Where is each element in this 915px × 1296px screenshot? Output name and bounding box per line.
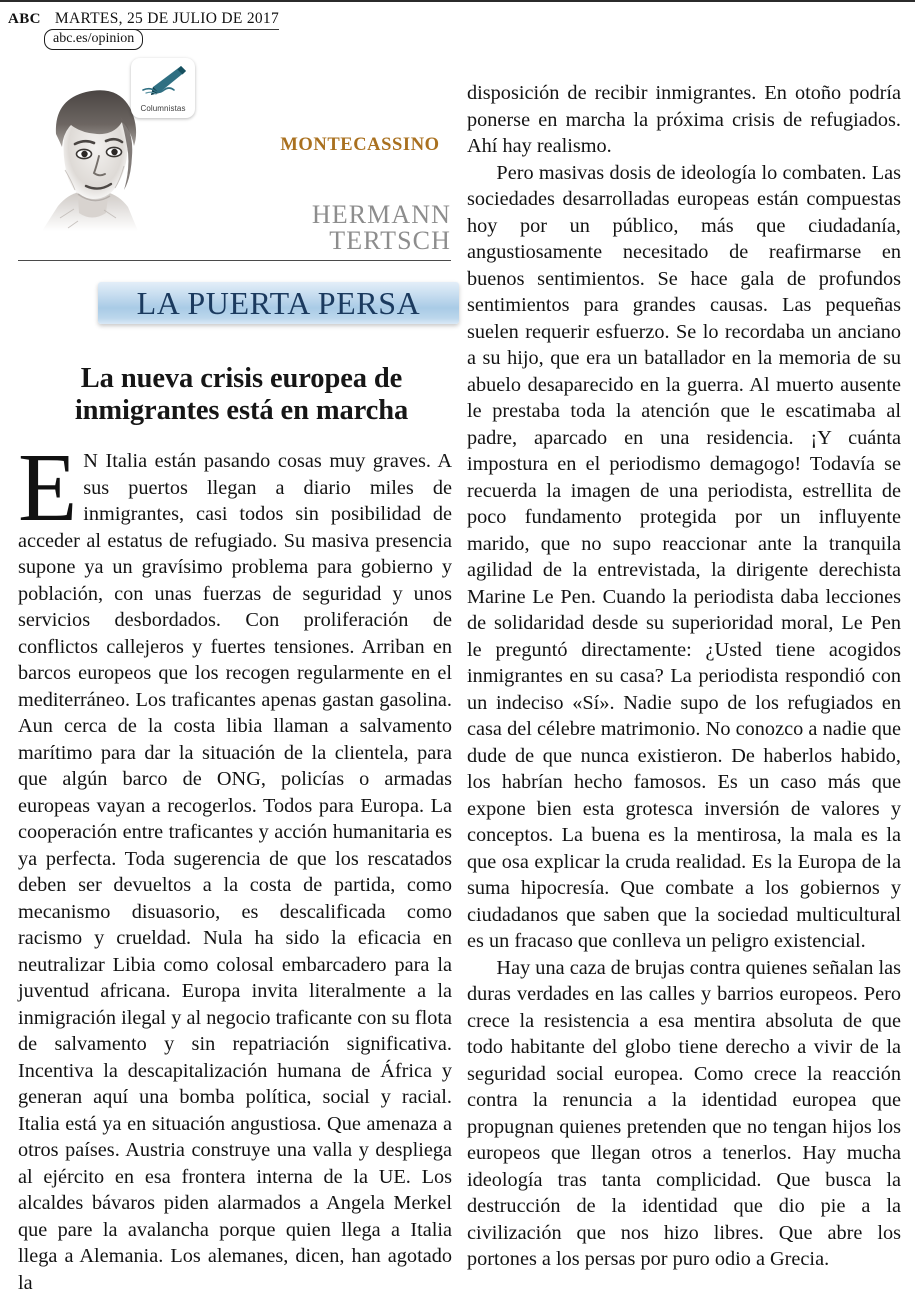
drop-cap: E (18, 434, 78, 541)
author-byline (264, 202, 451, 253)
article-body-right (467, 80, 901, 1270)
columnistas-label: Columnistas (140, 104, 186, 113)
header-divider-rule (18, 260, 451, 261)
paragraph (18, 434, 452, 1296)
paragraph: Hay una caza de brujas contra quienes señalan las duras verdades en las calles y barrios europeos. Pero crece la resistencia a esa mentira absoluta de que todo habitante del globo tiene derecho a vivir de la seguridad social europea. Como crece la reacción contra la renuncia a la identidad europea que propugnan quienes pretenden que no tengan hijos los europeos que llegan otros a tenerlos. Hay mucha ideología tras tanta complicidad. Que busca la destrucción de la identidad que dio pie a la civilización que nos hizo libres. Que abre los portones a los persas por puro odio a Grecia. (467, 956, 901, 1270)
left-column (14, 56, 452, 1294)
newspaper-brand: ABC (8, 11, 41, 27)
column-kicker: MONTECASSINO (280, 135, 440, 155)
article-headline (32, 363, 451, 427)
paragraph: disposición de recibir inmigrantes. En otoño podría ponerse en marcha la próxima crisis de refugiados. Ahí hay realismo. (467, 82, 901, 157)
column-title-banner (98, 282, 459, 324)
column-title-text: LA PUERTA PERSA (136, 285, 421, 321)
paragraph-text: N Italia están pasando cosas muy graves. A sus puertos llegan a diario miles de inmigrantes, casi todos sin posibilidad de acceder al estatus de refugiado. Su masiva presencia supone ya un gravísimo problema para gobierno y población, con unas fuerzas de seguridad y unos servicios desbordados. Con proliferación de conflictos callejeros y fuertes tensiones. Arriban en barcos europeos que los recogen regularmente en el mediterráneo. Los traficantes apenas gastan gasolina. Aun cerca de la costa libia llaman a salvamento marítimo para dar la situación de la clientela, para que algún barco de ONG, policías o armadas europeas vayan a recogerlos. Todos para Europa. La cooperación entre traficantes y acción humanitaria es ya perfecta. Toda sugerencia de que los rescatados deben ser devueltos a la costa de partida, como mecanismo disuasorio, es descalificada como racismo y crueldad. Nula ha sido la eficacia en neutralizar Libia como colosal embarcadero para la juventud africana. Europa invita literalmente a la inmigración ilegal y al negocio traficante con su flota de salvamento y sin repatriación significativa. Incentiva la descapitalización humana de África y generan aquí una bomba política, social y racial. Italia está ya en situación angustiosa. Que amenaza a otros países. Austria construye una valla y despliega al ejército en esa frontera interna de la UE. Los alcaldes bávaros piden alarmados a Angela Merkel que pare la avalancha porque quien llega a Italia llega a Alemania. Los alemanes, dicen, han agotado la (18, 450, 452, 1294)
paragraph: Pero masivas dosis de ideología lo combaten. Las sociedades desarrolladas europeas están compuestas hoy por un público, más que ciudadanía, angustiosamente necesitado de reafirmarse en buenos sentimientos. Se hace gala de profundos sentimientos para grandes causas. Las pequeñas suelen requerir esfuerzo. Se lo recordaba un anciano a su hijo, que era un batallador en la memoria de su abuelo desaparecido en la guerra. Al muerto ausente le prestaba toda la atención que le escatimaba al padre, aparcado en una residencia. ¡Y cuánta impostura en el periodismo demagogo! Todavía se recuerda la imagen de una periodista, estrellita de poco fundamento protegida por un influyente marido, que no supo reaccionar ante la tranquila agilidad de la entrevistada, la dirigente derechista Marine Le Pen. Cuando la periodista daba lecciones de solidaridad desde su superioridad moral, Le Pen le preguntó directamente: ¿Usted tiene acogidos inmigrantes en su casa? La periodista respondió con un indeciso «Sí». Nadie supo de los refugiados en casa del célebre matrimonio. No conozco a nadie que dude de que nunca existieron. De haberlos habido, los habrían hecho famosos. Es un caso más que expone bien esta grotesca inversión de valores y conceptos. La buena es la mentirosa, la mala es la que osa explicar la cruda realidad. Es la Europa de la suma hipocresía. Que combate a los gobiernos y ciudadanos que saben que la sociedad multicultural es un fracaso que conlleva un peligro existencial. (467, 161, 901, 952)
headline-line-2: inmigrantes está en marcha (74, 395, 409, 426)
masthead (0, 0, 915, 56)
author-last-name: TERTSCH (329, 225, 451, 255)
section-url-pill[interactable]: abc.es/opinion (44, 29, 143, 50)
columnistas-badge[interactable] (131, 58, 195, 118)
article-body-left (18, 434, 452, 1296)
pen-icon (137, 62, 189, 98)
masthead-row (8, 10, 279, 30)
article-head-block (14, 56, 451, 255)
author-first-name: HERMANN (311, 200, 451, 229)
headline-line-1: La nueva crisis europea de (80, 363, 403, 395)
issue-date: MARTES, 25 DE JULIO DE 2017 (55, 10, 279, 30)
article-page (0, 56, 915, 1294)
